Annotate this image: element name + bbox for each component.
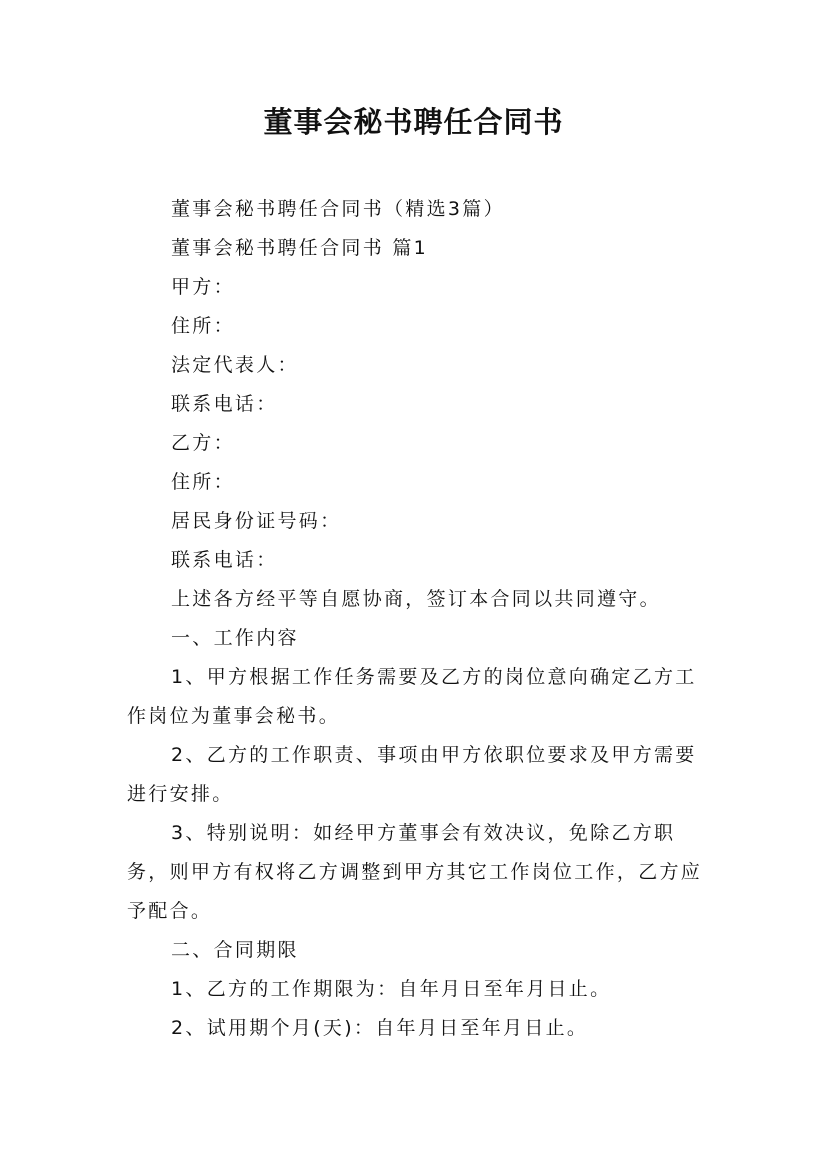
document-body <box>127 190 707 1048</box>
clause-2-2: 2、试用期个月(天)：自年月日至年月日止。 <box>171 1017 589 1039</box>
party-b-phone-label: 联系电话： <box>171 549 278 571</box>
paragraph-subtitle: 董事会秘书聘任合同书（精选3篇） <box>171 198 505 220</box>
party-b-address-label: 住所： <box>171 471 235 493</box>
party-b-label: 乙方： <box>171 432 235 454</box>
party-a-address-label: 住所： <box>171 315 235 337</box>
legal-representative-label: 法定代表人： <box>171 354 299 376</box>
clause-1-3: 3、特别说明：如经甲方董事会有效决议，免除乙方职务，则甲方有权将乙方调整到甲方其它工作岗位工作，乙方应予配合。 <box>127 822 703 922</box>
document-title: 董事会秘书聘任合同书 <box>263 105 564 139</box>
party-a-label: 甲方： <box>171 276 235 298</box>
clause-1-1: 1、甲方根据工作任务需要及乙方的岗位意向确定乙方工作岗位为董事会秘书。 <box>127 666 697 727</box>
section-heading-work-content: 一、工作内容 <box>171 627 299 649</box>
agreement-statement: 上述各方经平等自愿协商，签订本合同以共同遵守。 <box>171 588 661 610</box>
id-number-label: 居民身份证号码： <box>171 510 342 532</box>
clause-1-2: 2、乙方的工作职责、事项由甲方依职位要求及甲方需要进行安排。 <box>127 744 697 805</box>
clause-2-1: 1、乙方的工作期限为：自年月日至年月日止。 <box>171 978 612 1000</box>
paragraph-section-heading: 董事会秘书聘任合同书 篇1 <box>171 237 429 259</box>
section-heading-contract-term: 二、合同期限 <box>171 939 299 961</box>
party-a-phone-label: 联系电话： <box>171 393 278 415</box>
